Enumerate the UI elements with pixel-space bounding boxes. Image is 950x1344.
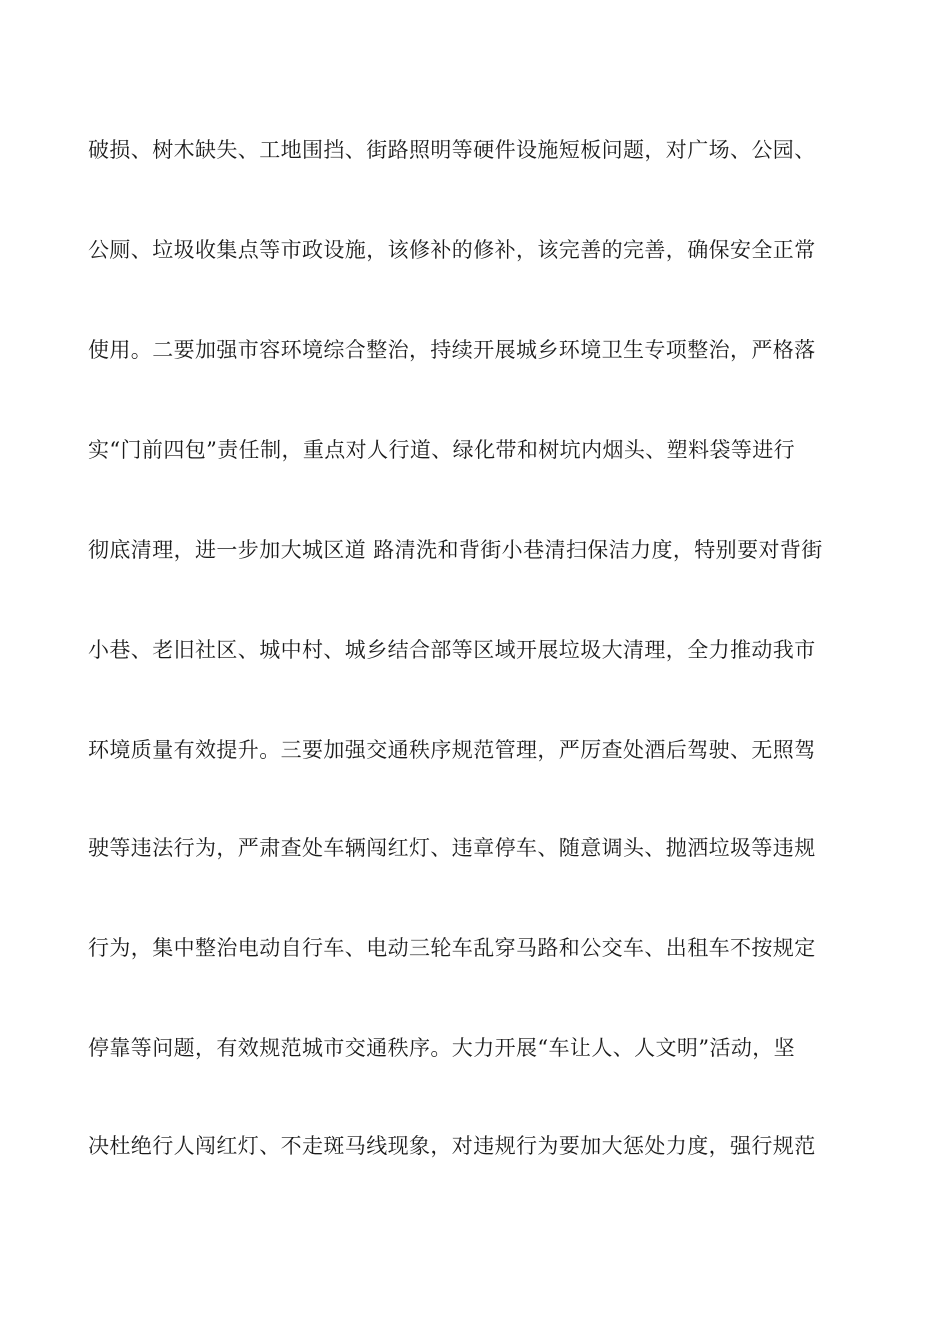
paragraph-line: 彻底清理，进一步加大城区道 路清洗和背街小巷清扫保洁力度，特别要对背街 (88, 538, 823, 562)
paragraph-line: 环境质量有效提升。三要加强交通秩序规范管理，严厉查处酒后驾驶、无照驾 (88, 738, 816, 762)
paragraph-line: 公厕、垃圾收集点等市政设施，该修补的修补，该完善的完善，确保安全正常 (88, 238, 816, 262)
paragraph-line: 实“门前四包”责任制，重点对人行道、绿化带和树坑内烟头、塑料袋等进行 (88, 438, 796, 462)
paragraph-line: 驶等违法行为，严肃查处车辆闯红灯、违章停车、随意调头、抛洒垃圾等违规 (88, 836, 816, 860)
paragraph-line: 破损、树木缺失、工地围挡、街路照明等硬件设施短板问题，对广场、公园、 (88, 138, 816, 162)
paragraph-line: 使用。二要加强市容环境综合整治，持续开展城乡环境卫生专项整治，严格落 (88, 338, 816, 362)
paragraph-line: 小巷、老旧社区、城中村、城乡结合部等区域开展垃圾大清理，全力推动我市 (88, 638, 816, 662)
paragraph-line: 决杜绝行人闯红灯、不走斑马线现象，对违规行为要加大惩处力度，强行规范 (88, 1134, 816, 1158)
paragraph-line: 停靠等问题，有效规范城市交通秩序。大力开展“车让人、人文明”活动，坚 (88, 1036, 796, 1060)
paragraph-line: 行为，集中整治电动自行车、电动三轮车乱穿马路和公交车、出租车不按规定 (88, 936, 816, 960)
